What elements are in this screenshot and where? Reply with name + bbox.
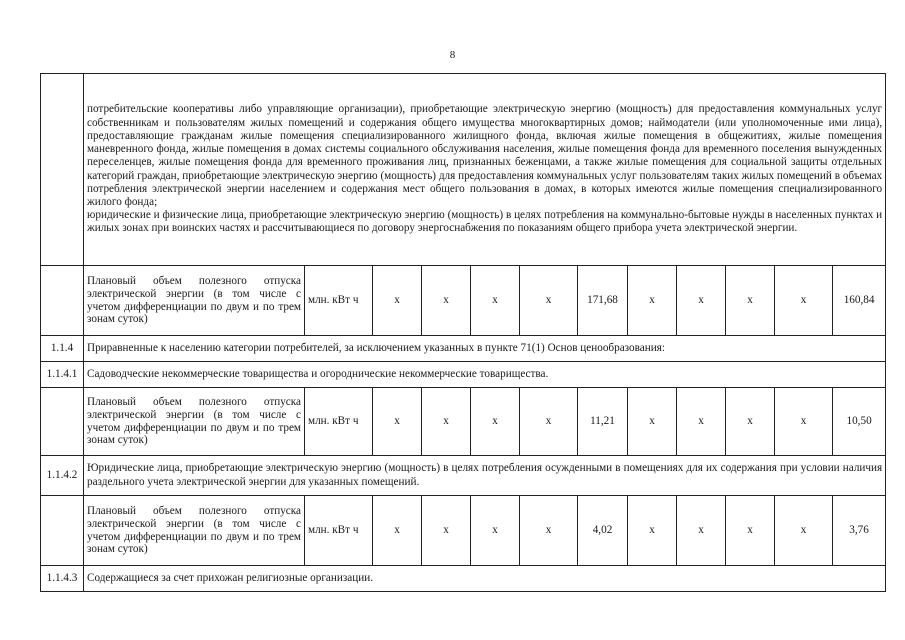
section-row (41, 456, 886, 496)
intro-text-cell (84, 74, 886, 266)
section-number: 1.1.4 (41, 336, 84, 362)
section-heading: Садоводческие некоммерческие товарищества и огороднические некоммерческие товарищества. (84, 362, 886, 388)
section-heading: Содержащиеся за счет прихожан религиозные организации. (84, 566, 886, 592)
value-cell: 3,76 (833, 496, 886, 566)
value-cell: x (422, 496, 471, 566)
section-number: 1.1.4.2 (41, 456, 84, 496)
section-row (41, 362, 886, 388)
value-cell: x (471, 388, 520, 456)
section-number: 1.1.4.1 (41, 362, 84, 388)
value-cell: x (726, 388, 775, 456)
value-cell: x (775, 496, 833, 566)
section-heading: Юридические лица, приобретающие электрическую энергию (мощность) в целях потребления осужденными в помещениях для их содержания при условии наличия раздельного учета электрической энергии для указанных помещений. (84, 456, 886, 496)
number-cell (41, 388, 84, 456)
page-number: 8 (449, 49, 456, 61)
row-unit: млн. кВт ч (305, 266, 373, 336)
number-cell (41, 266, 84, 336)
value-cell: x (726, 266, 775, 336)
value-cell: x (520, 496, 578, 566)
value-cell: x (726, 496, 775, 566)
value-cell: x (471, 496, 520, 566)
table-row (41, 266, 886, 336)
value-cell: 160,84 (833, 266, 886, 336)
row-unit: млн. кВт ч (305, 496, 373, 566)
row-unit: млн. кВт ч (305, 388, 373, 456)
value-cell: 171,68 (578, 266, 628, 336)
number-cell (41, 496, 84, 566)
value-cell: x (471, 266, 520, 336)
value-cell: x (373, 388, 422, 456)
value-cell: x (677, 266, 726, 336)
value-cell: 10,50 (833, 388, 886, 456)
value-cell: x (373, 266, 422, 336)
table-row (41, 388, 886, 456)
value-cell: x (520, 266, 578, 336)
value-cell: x (422, 388, 471, 456)
tariff-table (40, 73, 886, 592)
value-cell: 11,21 (578, 388, 628, 456)
section-row (41, 336, 886, 362)
intro-paragraph: юридические и физические лица, приобретающие электрическую энергию (мощность) в целях потребления на коммунально-бытовые нужды в населенных пунктах и жилых зонах при воинских частях и рассчитывающиеся по договору энергоснабжения по показаниям общего прибора учета электрической энергии. (87, 209, 883, 235)
value-cell: x (628, 388, 677, 456)
value-cell: x (775, 388, 833, 456)
intro-paragraph: потребительские кооперативы либо управляющие организации), приобретающие электрическую энергию (мощность) для предоставления коммунальных услуг собственникам и пользователям жилых помещений и содержания общего имущества многоквартирных домов; наймодатели (или уполномоченные ими лица), предоставляющие гражданам жилые помещения специализированного жилищного фонда, включая жилые помещения в общежитиях, жилые помещения маневренного фонда, жилые помещения в домах системы социального обслуживания населения, жилые помещения фонда для временного поселения вынужденных переселенцев, жилые помещения фонда для временного проживания лиц, признанных беженцами, а также жилые помещения для социальной защиты отдельных категорий граждан, приобретающие электрическую энергию (мощность) для предоставления коммунальных услуг пользователям таких жилых помещений в объемах потребления электрической энергии населением и содержания мест общего пользования в домах, в которых имеются жилые помещения специализированного жилого фонда; (87, 103, 883, 208)
value-cell: x (628, 496, 677, 566)
table-row (41, 496, 886, 566)
section-heading: Приравненные к населению категории потребителей, за исключением указанных в пункте 71(1) Основ ценообразования: (84, 336, 886, 362)
intro-row (41, 74, 886, 266)
row-description: Плановый объем полезного отпуска электрической энергии (в том числе с учетом дифференциации по двум и по трем зонам суток) (84, 266, 305, 336)
value-cell: x (373, 496, 422, 566)
value-cell: x (775, 266, 833, 336)
section-row (41, 566, 886, 592)
value-cell: x (520, 388, 578, 456)
value-cell: 4,02 (578, 496, 628, 566)
intro-number-cell (41, 74, 84, 266)
value-cell: x (422, 266, 471, 336)
section-number: 1.1.4.3 (41, 566, 84, 592)
row-description: Плановый объем полезного отпуска электрической энергии (в том числе с учетом дифференциации по двум и по трем зонам суток) (84, 496, 305, 566)
value-cell: x (677, 496, 726, 566)
value-cell: x (628, 266, 677, 336)
row-description: Плановый объем полезного отпуска электрической энергии (в том числе с учетом дифференциации по двум и по трем зонам суток) (84, 388, 305, 456)
value-cell: x (677, 388, 726, 456)
